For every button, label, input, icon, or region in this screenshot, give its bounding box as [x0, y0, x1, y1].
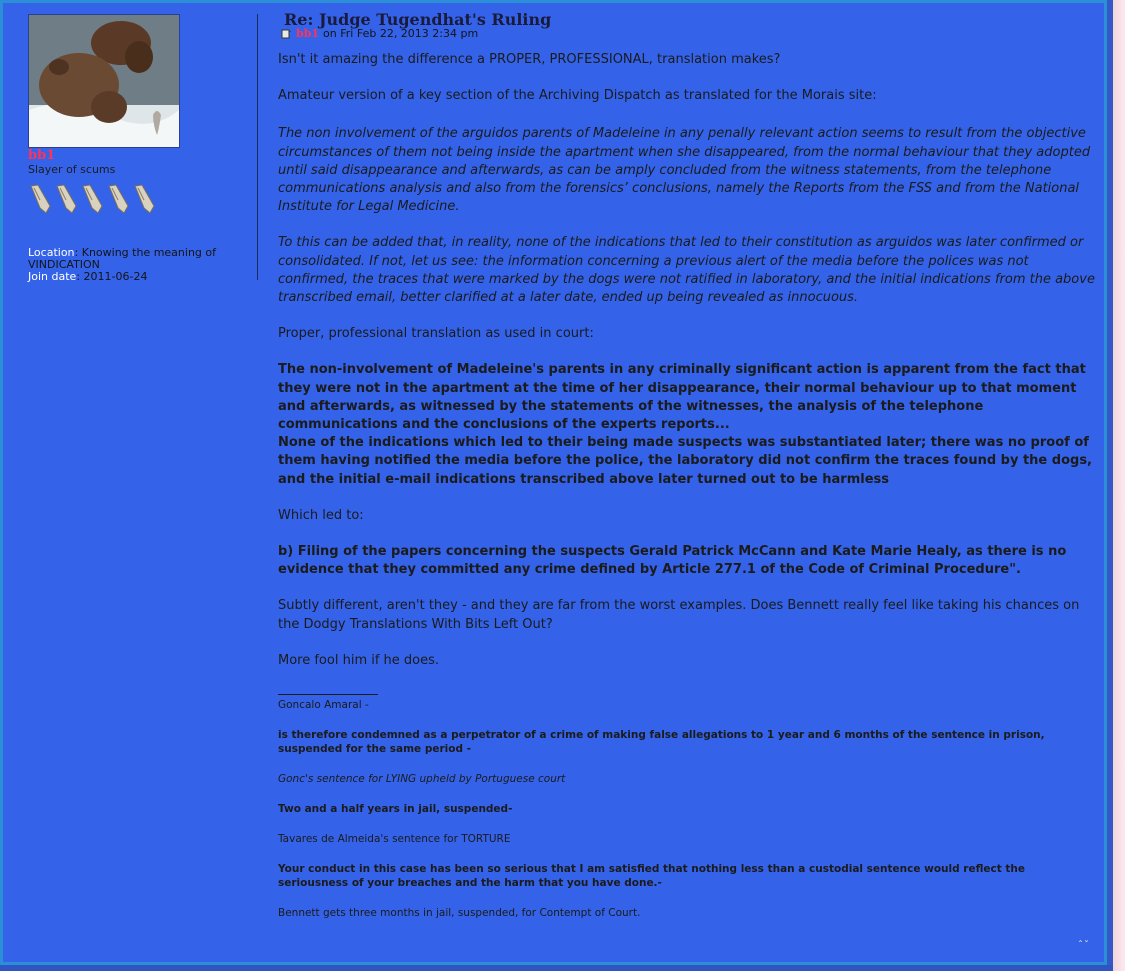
quote-amateur-1: The non involvement of the arguidos parents of Madeleine in any penally relevant action seems to result from the objective circumstances of them not being inside the apartment when she disappeared, from the normal behaviour that they adopted until said disappearance and afterwards, as can be amply concluded from the witness statements, from the telephone communications analysis and also from the forensics’ conclusions, namely the Reports from the FSS and from the National Institute for Legal Medicine.	[278, 126, 1091, 215]
joindate-value: 2011-06-24	[83, 270, 148, 283]
post-date: on Fri Feb 22, 2013 2:34 pm	[323, 27, 479, 40]
signature-line: Tavares de Almeida's sentence for TORTURE	[278, 833, 511, 846]
quote-professional-1: The non-involvement of Madeleine's parents in any criminally significant action is apparent from the fact that they were not in the apartment at the time of her disappearance, their normal behaviour up to that moment and afterwards, as witnessed by the statements of the witnesses, the analysis of the telephone communications and the conclusions of the experts reports...	[278, 362, 1086, 433]
signature-divider	[278, 694, 378, 695]
user-rank: Slayer of scums	[28, 163, 116, 176]
post-body	[278, 51, 1096, 920]
post-paragraph: Subtly different, aren't they - and they are far from the worst examples. Does Bennett really feel like taking his chances on the Dodgy Translations With Bits Left Out?	[278, 598, 1080, 632]
right-border	[1107, 0, 1113, 971]
username[interactable]: bb1	[28, 148, 56, 163]
salmon-rank-icon	[54, 184, 78, 214]
post-paragraph: Amateur version of a key section of the Archiving Dispatch as translated for the Morais site:	[278, 88, 877, 104]
salmon-rank-icon	[28, 184, 52, 214]
profile-fields	[28, 247, 253, 283]
bear-avatar-icon[interactable]	[28, 14, 180, 148]
signature	[278, 698, 1096, 920]
signature-line: Bennett gets three months in jail, suspended, for Contempt of Court.	[278, 907, 641, 920]
post-meta	[281, 28, 478, 40]
post-title[interactable]: Re: Judge Tugendhat's Ruling	[284, 10, 552, 29]
author-profile	[28, 14, 253, 283]
location-value: Knowing the meaning of VINDICATION	[28, 246, 217, 271]
quote-amateur-2: To this can be added that, in reality, none of the indications that led to their constitution as arguidos was later confirmed or consolidated. If not, let us see: the information concerning a previous alert of the media before the polices was not confirmed, the traces that were marked by the dogs were not ratified in laboratory, and the initial indications from the above transcribed email, better clarified at a later date, ended up being revealed as innocuous.	[278, 235, 1095, 306]
post-paragraph: Proper, professional translation as used in court:	[278, 326, 594, 342]
signature-line: Goncalo Amaral -	[278, 699, 369, 712]
profile-joindate: Join date: 2011-06-24	[28, 270, 148, 283]
column-divider	[257, 14, 258, 280]
rank-icons	[28, 184, 253, 214]
signature-line: Two and a half years in jail, suspended-	[278, 803, 513, 816]
post-paragraph: More fool him if he does.	[278, 652, 440, 668]
post-paragraph: Which led to:	[278, 507, 364, 523]
profile-location: Location: Knowing the meaning of VINDICATION	[28, 246, 217, 271]
post-icon[interactable]	[281, 29, 292, 39]
scroll-up-icon[interactable]: ˆ	[1078, 940, 1084, 951]
quote-professional-2: None of the indications which led to their being made suspects was substantiated later; there was no proof of them having notified the media before the police, the laboratory did not confirm the traces found by the dogs, and the initial e-mail indications transcribed above later turned out to be harmless	[278, 435, 1092, 487]
joindate-label: Join date	[28, 270, 77, 283]
post-paragraph: Isn't it amazing the difference a PROPER, PROFESSIONAL, translation makes?	[278, 52, 781, 67]
location-label: Location	[28, 246, 75, 259]
signature-line: is therefore condemned as a perpetrator of a crime of making false allegations to 1 year and 6 months of the sentence in prison, suspended for the same period -	[278, 729, 1045, 756]
scroll-arrows-icon[interactable]	[1078, 940, 1090, 951]
salmon-rank-icon	[80, 184, 104, 214]
bottom-border	[0, 965, 1113, 971]
signature-line: Gonc's sentence for LYING upheld by Portuguese court	[278, 773, 566, 786]
salmon-rank-icon	[132, 184, 156, 214]
quote-filing: b) Filing of the papers concerning the suspects Gerald Patrick McCann and Kate Marie Healy, as there is no evidence that they committed any crime defined by Article 277.1 of the Code of Criminal Procedure".	[278, 544, 1067, 578]
scroll-down-icon[interactable]: ˇ	[1084, 940, 1090, 951]
salmon-rank-icon	[106, 184, 130, 214]
signature-line: Your conduct in this case has been so serious that I am satisfied that nothing less than a custodial sentence would reflect the seriousness of your breaches and the harm that you have done.-	[278, 863, 1026, 890]
post-author[interactable]: bb1	[296, 27, 320, 40]
